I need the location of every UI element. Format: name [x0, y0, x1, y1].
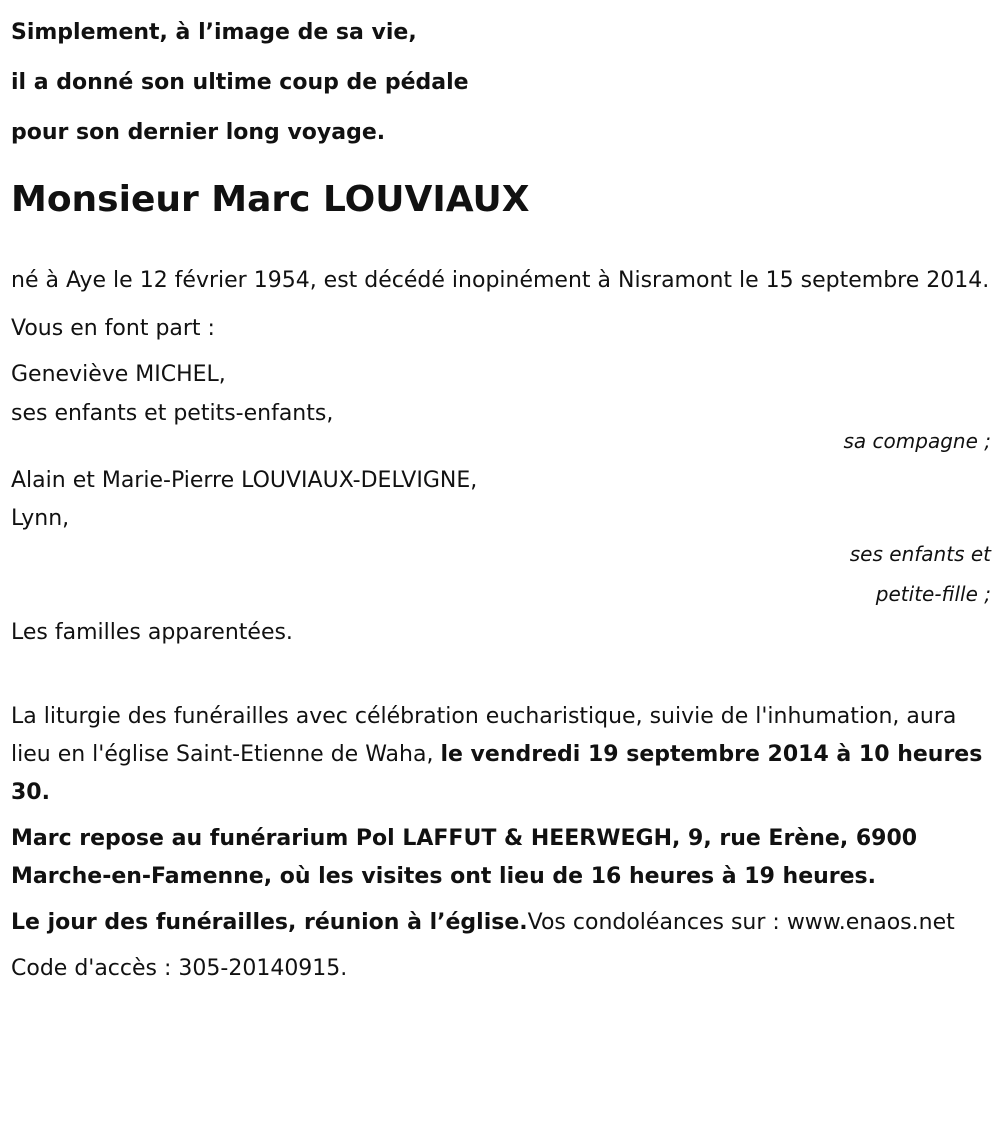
announce-text: Vous en font part :	[11, 316, 215, 341]
motto-line-1: Simplement, à l’image de sa vie,	[11, 20, 417, 45]
family-member-line: Alain et Marie-Pierre LOUVIAUX-DELVIGNE,	[11, 468, 478, 493]
liturgy-date: le vendredi 19 septembre 2014 à 10 heures 30.	[11, 742, 983, 805]
family-relation: ses enfants et	[849, 542, 991, 566]
family-member-line: Lynn,	[11, 506, 70, 531]
family-member-line: Geneviève MICHEL,	[11, 362, 226, 387]
motto-line-3: pour son dernier long voyage.	[11, 120, 386, 145]
liturgy-text: La liturgie des funérailles avec célébration eucharistique, suivie de l'inhumation, aura lieu en l'église Saint-Etienne de Waha,	[11, 704, 957, 767]
motto	[11, 8, 991, 158]
meeting-note: Le jour des funérailles, réunion à l’église.	[11, 910, 528, 935]
liturgy-paragraph	[11, 698, 991, 812]
family-relation: sa compagne ;	[843, 429, 991, 453]
birth-death-text: né à Aye le 12 février 1954, est décédé inopinément à Nisramont le 15 septembre 2014.	[11, 268, 990, 293]
access-code: Code d'accès : 305-20140915.	[11, 956, 348, 981]
obituary-notice	[11, 8, 991, 988]
related-families: Les familles apparentées.	[11, 620, 293, 645]
family-member-line: ses enfants et petits-enfants,	[11, 401, 334, 426]
motto-line-2: il a donné son ultime coup de pédale	[11, 70, 469, 95]
family-group-2	[11, 462, 991, 614]
condolences-text: Vos condoléances sur : www.enaos.net	[527, 910, 955, 935]
family-group-1	[11, 356, 991, 460]
deceased-name: Monsieur Marc LOUVIAUX	[11, 179, 530, 220]
family-relation: petite-fille ;	[875, 582, 991, 606]
funerarium-paragraph: Marc repose au funérarium Pol LAFFUT & HEERWEGH, 9, rue Erène, 6900 Marche-en-Famenne, où les visites ont lieu de 16 heures à 19 heures.	[11, 826, 918, 889]
meeting-paragraph	[11, 904, 991, 942]
